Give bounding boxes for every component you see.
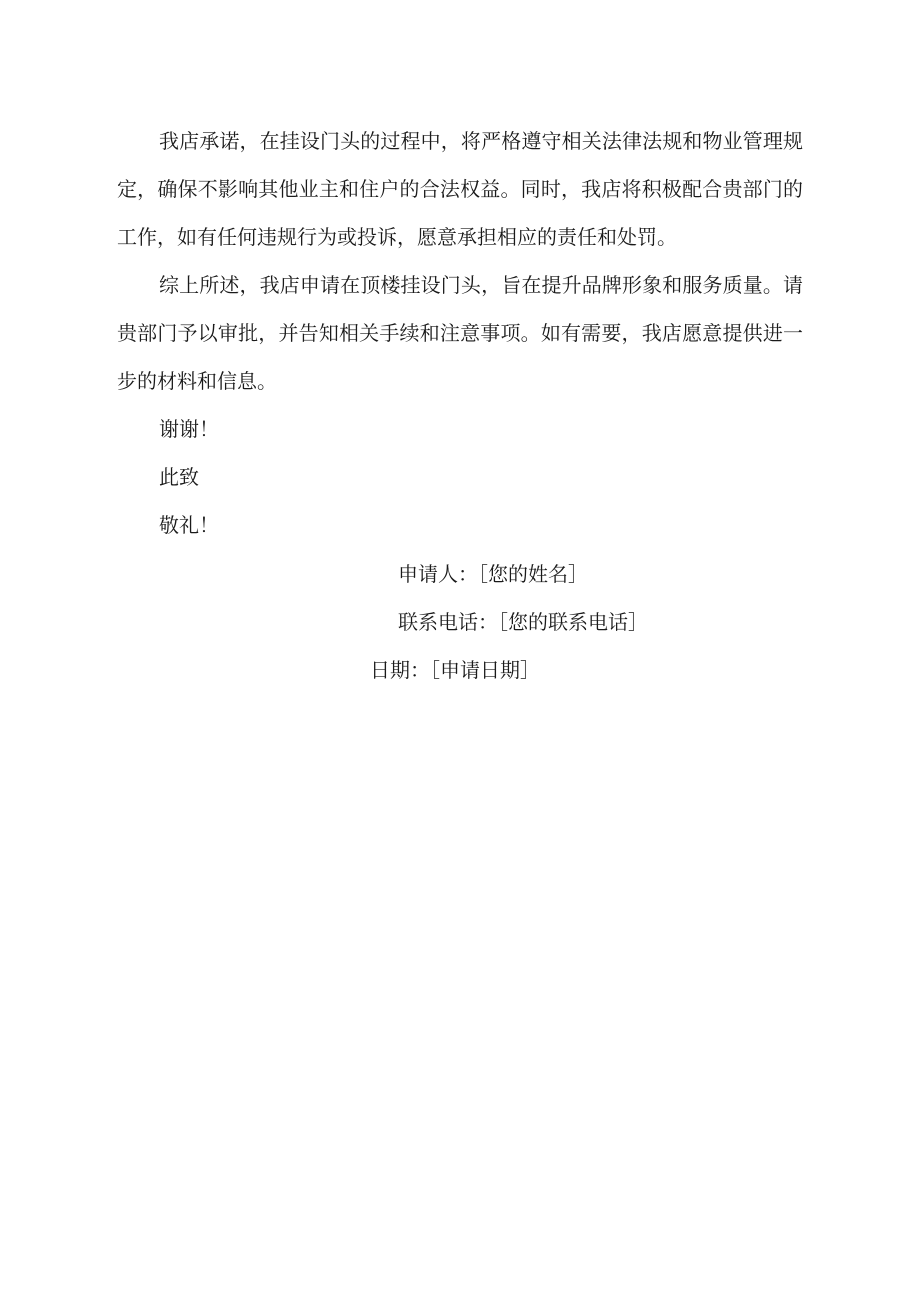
thanks-line: 谢谢！ [159, 417, 219, 441]
body-paragraph-summary: 综上所述，我店申请在顶楼挂设门头，旨在提升品牌形象和服务质量。请贵部门予以审批，并告知相关手续和注意事项。如有需要，我店愿意提供进一步的材料和信息。 [117, 273, 803, 393]
signature-date: 日期：［申请日期］ [370, 658, 540, 682]
body-paragraph-commitment: 我店承诺，在挂设门头的过程中，将严格遵守相关法律法规和物业管理规定，确保不影响其他业主和住户的合法权益。同时，我店将积极配合贵部门的工作，如有任何违规行为或投诉，愿意承担相应的责任和处罚。 [117, 129, 803, 249]
signature-phone: 联系电话：［您的联系电话］ [398, 610, 648, 634]
closing-line-jingli: 敬礼！ [159, 513, 219, 537]
closing-line-cizhi: 此致 [159, 465, 199, 489]
signature-applicant: 申请人：［您的姓名］ [398, 562, 588, 586]
